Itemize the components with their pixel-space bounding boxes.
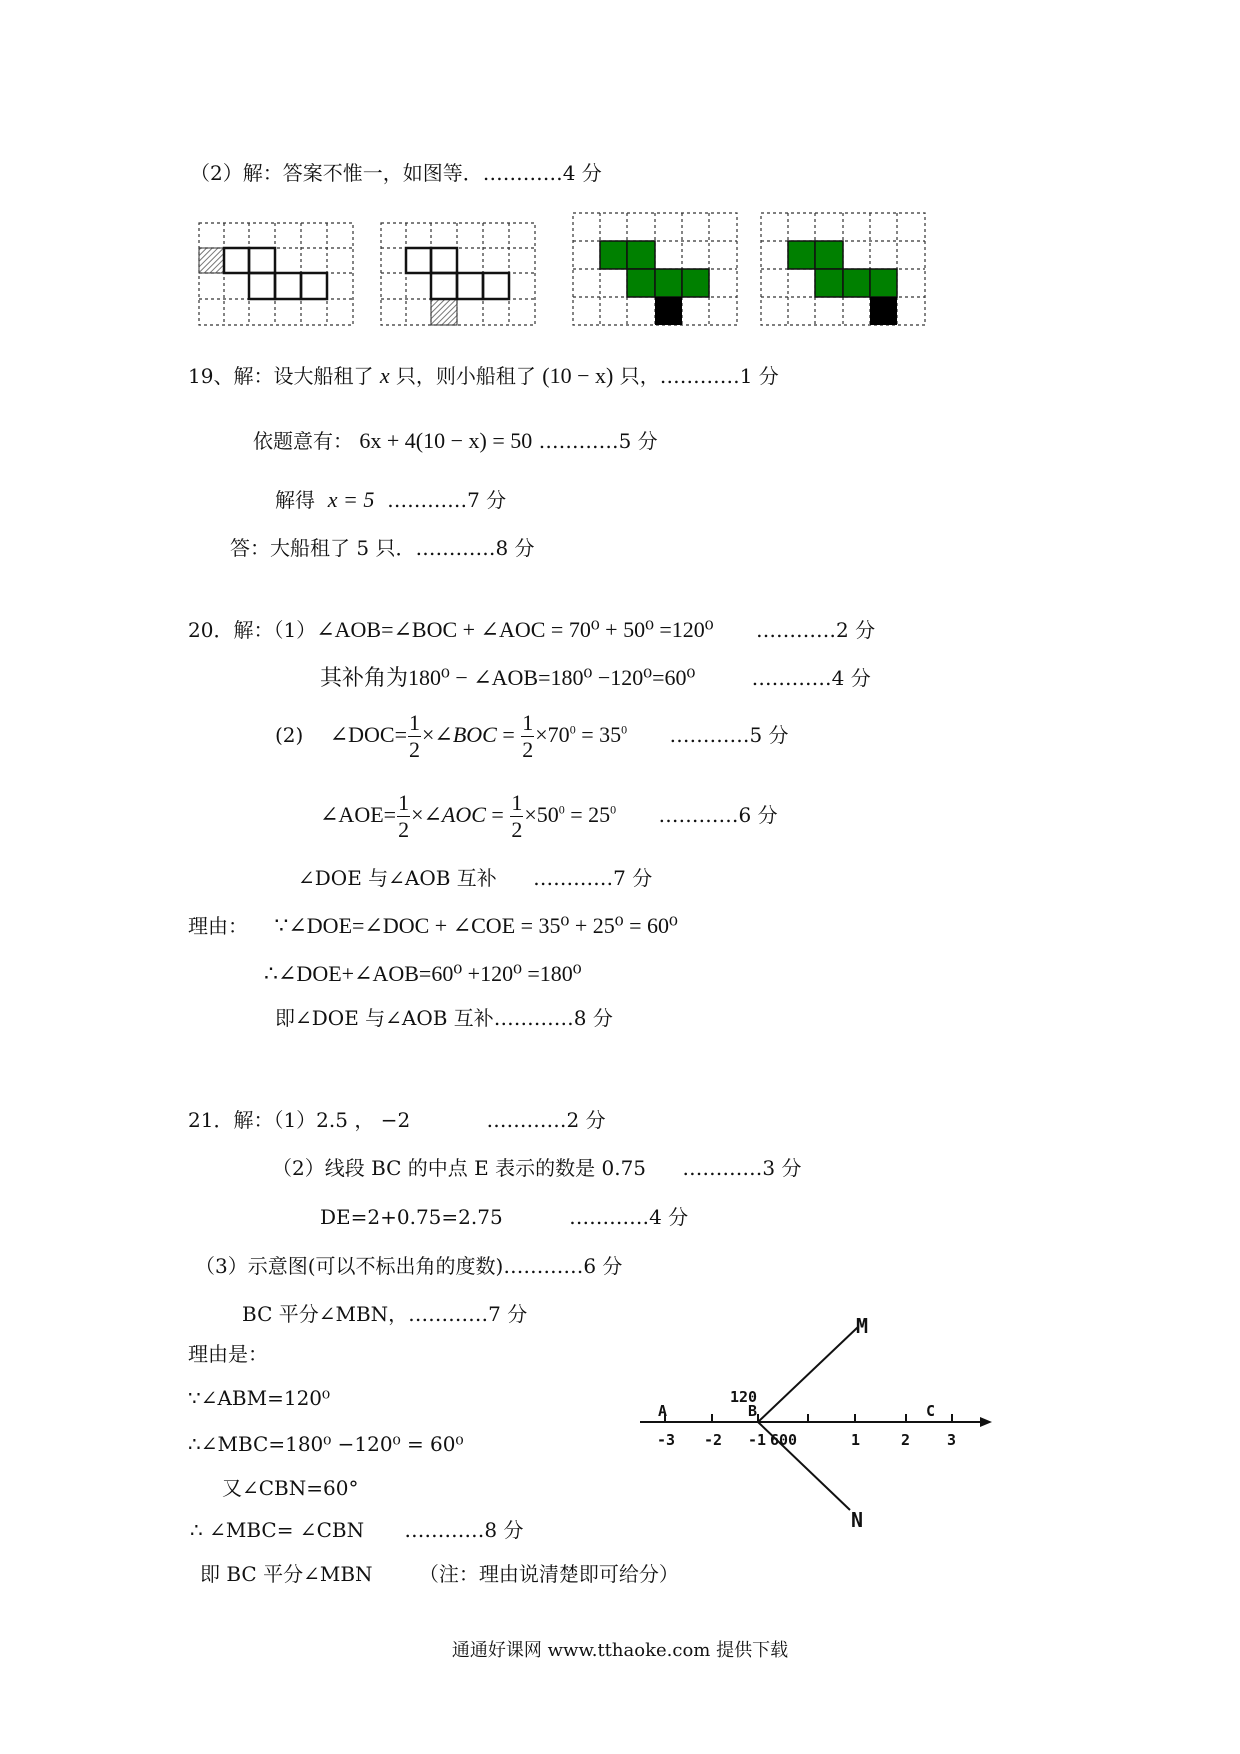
ray-bm — [758, 1327, 858, 1422]
q21-line-11 — [200, 1560, 679, 1588]
black-square — [870, 297, 897, 325]
q21-line-1 — [188, 1106, 606, 1134]
q20-reason-label: 理由： — [188, 914, 248, 938]
q21-line-6: 理由是： — [188, 1342, 268, 1366]
q19-text: 19、解：设大船租了 — [188, 364, 374, 388]
q20-score: …………2 分 — [755, 618, 876, 642]
grid-figure-1 — [198, 222, 356, 328]
point-label-a: A — [658, 1402, 668, 1420]
q19-equation: 6x + 4(10 − x) = 50 — [359, 428, 533, 453]
q19-line-3 — [275, 486, 506, 514]
q21-line-5: BC 平分∠MBN，…………7 分 — [242, 1302, 528, 1326]
q20-equation: ∠AOB=∠BOC + ∠AOC = 70⁰ + 50⁰ =120⁰ — [316, 617, 714, 642]
q20-part-label: (2) — [275, 723, 304, 747]
q20-score: …………6 分 — [658, 803, 778, 827]
q20-line-3 — [275, 706, 789, 764]
q20-score: …………4 分 — [751, 666, 871, 690]
q20-line-1 — [188, 616, 875, 644]
q21-score: …………4 分 — [569, 1205, 689, 1229]
hatched-square — [199, 248, 224, 273]
black-square — [655, 297, 682, 325]
q20-aoe-equation: ∠AOE= $\frac{1}{2}$ ×∠AOC = $\frac{1}{2}$ $\times 50^0 = 25^0$ — [320, 790, 617, 843]
ray-label-m: M — [856, 1314, 869, 1338]
q21-text: 即 BC 平分∠MBN — [200, 1562, 373, 1586]
q20-text: ∠DOE 与∠AOB 互补 — [298, 866, 497, 890]
q21-note: （注：理由说清楚即可给分） — [418, 1562, 679, 1586]
q19-expr: (10 − x) — [542, 363, 614, 388]
q20-score: …………5 分 — [669, 723, 789, 747]
ray-label-n: N — [851, 1508, 864, 1532]
q20-line-6 — [188, 912, 678, 940]
footer: 通通好课网 www.tthaoke.com 提供下载 — [451, 1640, 789, 1661]
q20-line-8: 即∠DOE 与∠AOB 互补…………8 分 — [275, 1006, 613, 1030]
q20-line-2 — [320, 664, 871, 692]
q20-text: 20．解：（1） — [188, 618, 317, 642]
q21-line-10 — [190, 1516, 524, 1544]
q19-line-2 — [253, 427, 658, 455]
q20-doc-equation: ∠DOC= $\frac{1}{2}$ ×∠BOC = $\frac{1}{2}$ $\times 70^0 = 35^0$ — [329, 710, 628, 763]
point-label-b: B — [748, 1402, 758, 1420]
q21-line-8: ∴∠MBC=180⁰ −120⁰ = 60⁰ — [188, 1432, 464, 1456]
q19-text: 依题意有： — [253, 429, 353, 453]
angle-label-60: 600 — [770, 1431, 798, 1449]
q21-line-4: （3）示意图(可以不标出角的度数)…………6 分 — [195, 1254, 623, 1278]
tick-label: 1 — [851, 1431, 861, 1449]
q19-line-1 — [188, 362, 779, 390]
q21-line-3 — [320, 1203, 688, 1231]
tick-label: -1 — [748, 1431, 767, 1449]
angle-label-120: 120 — [730, 1388, 758, 1406]
tick-label: 3 — [947, 1431, 957, 1449]
q20-line-7: ∴∠DOE+∠AOB=60⁰ +120⁰ =180⁰ — [264, 961, 582, 986]
q19-score: …………7 分 — [387, 488, 507, 512]
q21-text: 21．解：（1）2.5 ， −2 — [188, 1108, 411, 1132]
q20-score: …………7 分 — [533, 866, 653, 890]
grid-figure-2 — [380, 222, 538, 328]
tick-label: -3 — [657, 1431, 676, 1449]
q21-line-2 — [272, 1154, 801, 1182]
q19-score: …………5 分 — [538, 429, 658, 453]
q19-var-x: x — [379, 363, 390, 388]
grid-figure-4 — [760, 212, 928, 330]
q21-score: …………2 分 — [486, 1108, 606, 1132]
hatched-square — [431, 299, 457, 325]
q18-answer-line: （2）解：答案不惟一，如图等．…………4 分 — [190, 161, 602, 185]
number-line-diagram — [630, 1305, 1000, 1535]
q21-text: ∴ ∠MBC= ∠CBN — [190, 1518, 365, 1542]
q19-text: 解得 — [275, 488, 315, 512]
q19-score: 只，…………1 分 — [619, 364, 779, 388]
tick-label: 2 — [901, 1431, 911, 1449]
arrow-head — [980, 1417, 992, 1427]
q19-solution: x = 5 — [327, 487, 375, 512]
q21-text: （2）线段 BC 的中点 E 表示的数是 0.75 — [272, 1156, 647, 1180]
q21-score: …………8 分 — [404, 1518, 524, 1542]
q21-line-9: 又∠CBN=60° — [222, 1476, 359, 1500]
q20-line-5 — [298, 864, 652, 892]
q21-score: …………3 分 — [682, 1156, 802, 1180]
tick-label: -2 — [704, 1431, 723, 1449]
point-label-c: C — [926, 1402, 936, 1420]
q19-text: 只，则小船租了 — [395, 364, 536, 388]
q20-equation: ∵∠DOE=∠DOC + ∠COE = 35⁰ + 25⁰ = 60⁰ — [274, 913, 678, 938]
q20-equation: 其补角为180⁰ − ∠AOB=180⁰ −120⁰=60⁰ — [320, 665, 696, 690]
q21-text: DE=2+0.75=2.75 — [320, 1205, 503, 1229]
grid-figure-3 — [572, 212, 740, 330]
q19-line-4: 答：大船租了 5 只．…………8 分 — [230, 536, 535, 560]
q21-line-7: ∵∠ABM=120⁰ — [188, 1386, 331, 1410]
q20-line-4 — [320, 786, 778, 844]
